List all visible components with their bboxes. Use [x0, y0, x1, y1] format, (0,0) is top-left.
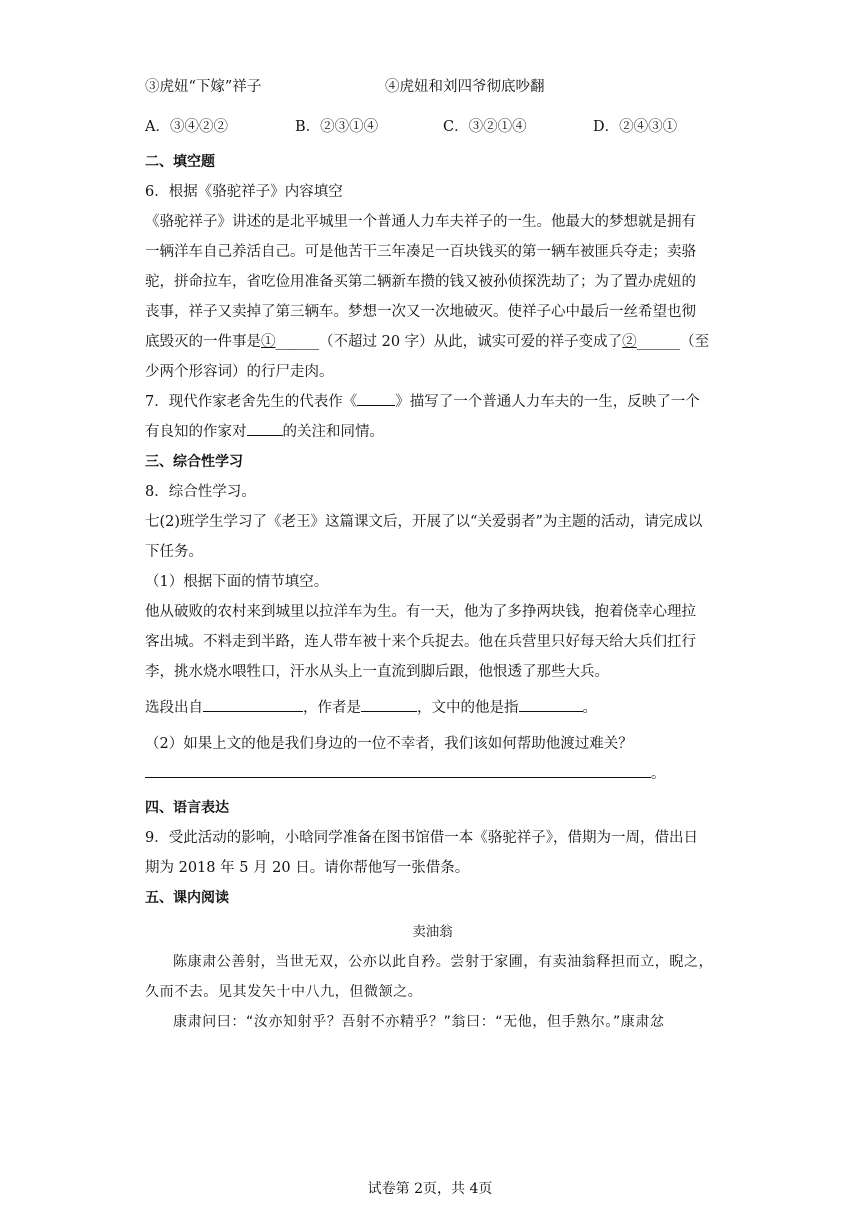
- reading-line: 陈康肃公善射，当世无双，公亦以此自矜。尝射于家圃，有卖油翁释担而立，睨之，: [173, 954, 714, 970]
- answer-blank-author[interactable]: [361, 695, 417, 712]
- q5-items-row: [145, 72, 720, 102]
- q9-line: 期为 2018 年 5 月 20 日。请你帮他写一张借条。: [145, 860, 470, 876]
- q8-text: ，文中的他是指: [417, 700, 519, 716]
- q5-item-3: ③虎妞“下嫁”祥子: [145, 79, 262, 95]
- answer-blank-title[interactable]: [357, 389, 395, 406]
- q6-line: 《骆驼祥子》讲述的是北平城里一个普通人力车夫祥子的一生。他最大的梦想就是拥有: [145, 214, 696, 230]
- q8-text: 。: [651, 766, 666, 782]
- option-c: C．③②①④: [443, 119, 527, 135]
- section-heading-expression: 四、语言表达: [145, 800, 229, 816]
- answer-blank-person[interactable]: [519, 695, 583, 712]
- q6-stem: 6．根据《骆驼祥子》内容填空: [145, 184, 343, 200]
- q7-text: 》描写了一个普通人力车夫的一生，反映了一个: [395, 394, 700, 410]
- q8-sub2: （2）如果上文的他是我们身边的一位不幸者，我们该如何帮助他渡过难关？: [145, 736, 633, 752]
- answer-line[interactable]: [145, 761, 651, 778]
- q8-intro: 七(2)班学生学习了《老王》这篇课文后，开展了以“关爱弱者”为主题的活动，请完成以: [145, 514, 703, 530]
- blank-marker-2: ②: [622, 334, 637, 350]
- q8-fill-line: [145, 693, 720, 723]
- answer-blank-2[interactable]: ______: [636, 334, 681, 350]
- q6-text: （至: [680, 334, 710, 350]
- section-heading-comprehensive: 三、综合性学习: [145, 454, 243, 470]
- q8-answer-line: [145, 759, 720, 789]
- q6-line: 少两个形容词）的行尸走肉。: [145, 364, 334, 380]
- answer-blank-1[interactable]: ______: [275, 334, 319, 350]
- reading-title: 卖油翁: [412, 924, 453, 940]
- q8-text: 。: [582, 700, 597, 716]
- q8-passage-line: 他从破败的农村来到城里以拉洋车为生。有一天，他为了多挣两块钱，抱着侥幸心理拉: [145, 604, 696, 620]
- q6-text: 底毁灭的一件事是: [145, 334, 261, 350]
- option-b: B．②③①④: [295, 119, 379, 135]
- q6-text: （不超过 20 字）从此，诚实可爱的祥子变成了: [319, 334, 623, 350]
- blank-marker-1: ①: [261, 334, 276, 350]
- q6-line-blanks: [145, 327, 720, 357]
- q6-line: 丧事，祥子又卖掉了第三辆车。梦想一次又一次地破灭。使祥子心中最后一丝希望也彻: [145, 304, 696, 320]
- reading-line: 久而不去。见其发矢十中八九，但微颔之。: [145, 984, 423, 1000]
- section-heading-reading: 五、课内阅读: [145, 890, 229, 906]
- option-d: D．②④③①: [593, 119, 678, 135]
- q8-sub1: （1）根据下面的情节填空。: [145, 574, 329, 590]
- q7-text: 有良知的作家对: [145, 424, 247, 440]
- q7-line-1: [145, 387, 720, 417]
- page-footer: 试卷第 2页，共 4页: [367, 1181, 493, 1197]
- q8-text: 选段出自: [145, 700, 203, 716]
- reading-line: 康肃问曰：“汝亦知射乎？吾射不亦精乎？”翁曰：“无他，但手熟尔。”康肃忿: [173, 1014, 665, 1030]
- q8-passage-line: 李，挑水烧水喂牲口，汗水从头上一直流到脚后跟，他恨透了那些大兵。: [145, 664, 609, 680]
- answer-blank-object[interactable]: [247, 419, 283, 436]
- q7-text: 的关注和同情。: [282, 424, 384, 440]
- q6-line: 一辆洋车自己养活自己。可是他苦干三年凑足一百块钱买的第一辆车被匪兵夺走；卖骆: [145, 244, 696, 260]
- section-heading-fill: 二、填空题: [145, 154, 215, 170]
- page-content: [145, 72, 720, 1037]
- q7-line-2: [145, 417, 720, 447]
- q8-stem: 8．综合性学习。: [145, 484, 256, 500]
- q9-line: 9．受此活动的影响，小晗同学准备在图书馆借一本《骆驼祥子》，借期为一周，借出日: [145, 830, 698, 846]
- q8-text: ，作者是: [303, 700, 361, 716]
- q5-options: [145, 112, 720, 142]
- q7-text: 7．现代作家老舍先生的代表作《: [145, 394, 358, 410]
- option-a: A．③④②②: [145, 119, 228, 135]
- q6-line: 驼，拼命拉车，省吃俭用准备买第二辆新车攒的钱又被孙侦探洗劫了；为了置办虎妞的: [145, 274, 696, 290]
- answer-blank-source[interactable]: [203, 695, 303, 712]
- q8-intro: 下任务。: [145, 544, 203, 560]
- q5-item-4: ④虎妞和刘四爷彻底吵翻: [385, 79, 545, 95]
- q8-passage-line: 客出城。不料走到半路，连人带车被十来个兵捉去。他在兵营里只好每天给大兵们扛行: [145, 634, 696, 650]
